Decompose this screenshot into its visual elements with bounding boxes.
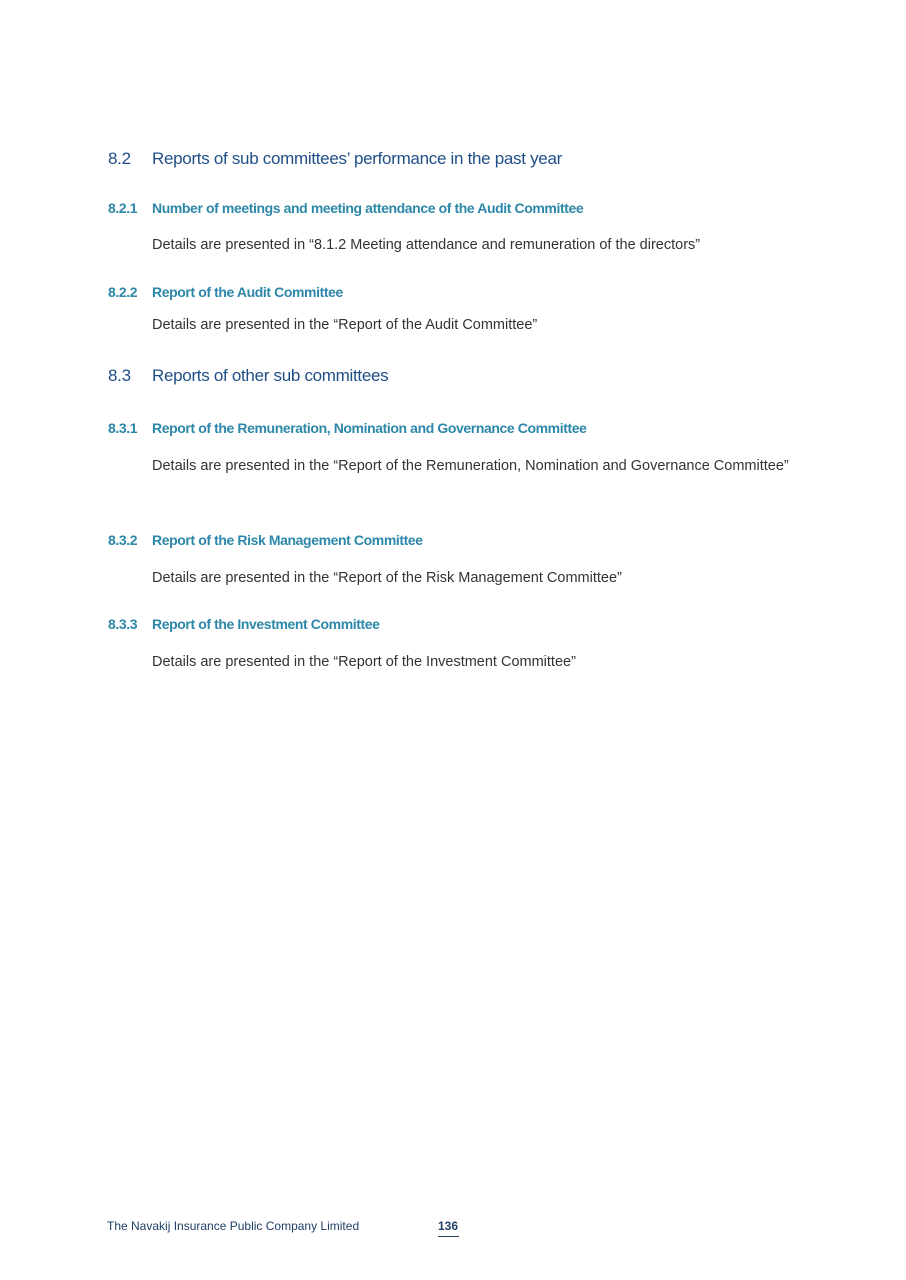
subsection-number: 8.3.2 xyxy=(108,532,138,548)
subsection-heading-8-3-1 xyxy=(108,420,587,436)
section-number: 8.3 xyxy=(108,366,131,385)
subsection-number: 8.2.2 xyxy=(108,284,138,300)
subsection-number: 8.2.1 xyxy=(108,200,138,216)
section-number: 8.2 xyxy=(108,149,131,168)
subsection-title: Report of the Remuneration, Nomination and Governance Committee xyxy=(152,420,587,436)
subsection-title: Report of the Audit Committee xyxy=(152,284,343,300)
subsection-title: Number of meetings and meeting attendance of the Audit Committee xyxy=(152,200,584,216)
footer-page-number: 136 xyxy=(438,1219,459,1233)
paragraph-8-2-2: Details are presented in the “Report of the Audit Committee” xyxy=(152,317,538,333)
subsection-heading-8-2-1 xyxy=(108,200,583,216)
subsection-number: 8.3.3 xyxy=(108,616,138,632)
subsection-heading-8-3-3 xyxy=(108,616,380,632)
section-title: Reports of sub committees’ performance in the past year xyxy=(152,149,562,168)
paragraph-8-3-2: Details are presented in the “Report of the Risk Management Committee” xyxy=(152,570,622,586)
section-heading-8-2 xyxy=(108,149,562,169)
subsection-title: Report of the Risk Management Committee xyxy=(152,532,423,548)
subsection-title: Report of the Investment Committee xyxy=(152,616,380,632)
paragraph-8-3-3: Details are presented in the “Report of the Investment Committee” xyxy=(152,654,576,670)
page-number-underline xyxy=(438,1236,459,1237)
subsection-heading-8-3-2 xyxy=(108,532,423,548)
footer-company-name: The Navakij Insurance Public Company Limited xyxy=(107,1219,360,1233)
subsection-number: 8.3.1 xyxy=(108,420,138,436)
section-title: Reports of other sub committees xyxy=(152,366,389,385)
paragraph-8-2-1: Details are presented in “8.1.2 Meeting attendance and remuneration of the directors” xyxy=(152,237,701,253)
paragraph-8-3-1: Details are presented in the “Report of the Remuneration, Nomination and Governance Committee” xyxy=(152,458,789,474)
section-heading-8-3 xyxy=(108,366,388,386)
subsection-heading-8-2-2 xyxy=(108,284,343,300)
